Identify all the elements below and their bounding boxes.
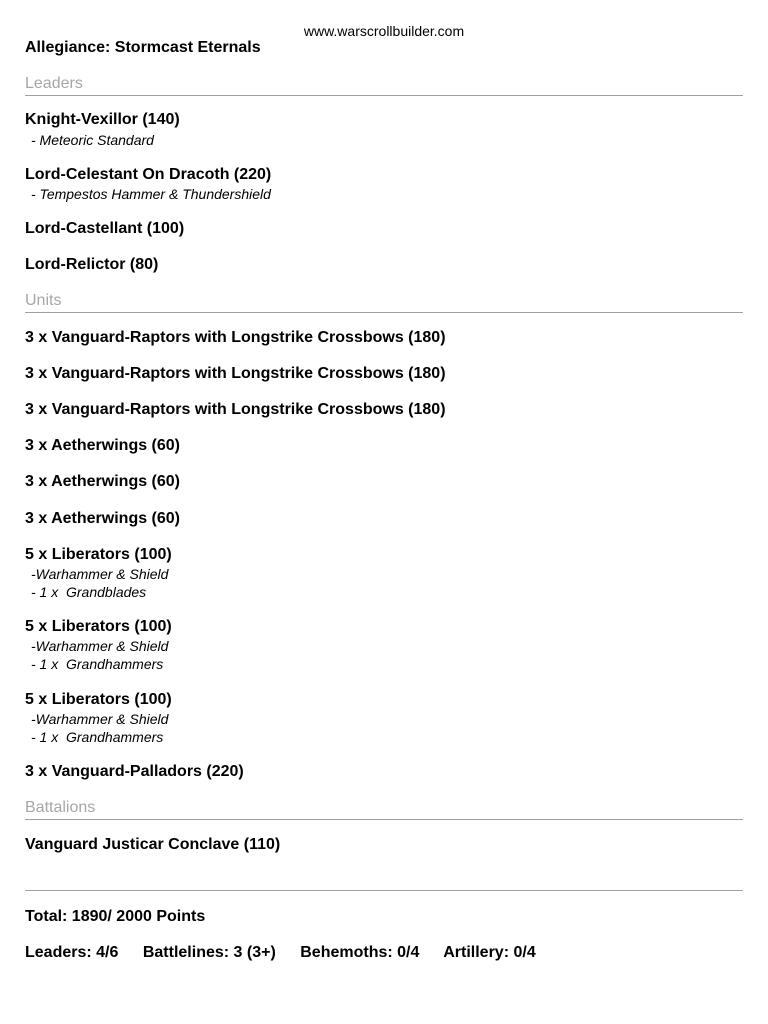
entry-name: 3 x Vanguard-Raptors with Longstrike Crossbows (180) [25, 329, 446, 346]
entry-detail: - 1 x Grandhammers [31, 729, 164, 745]
entry-detail: - 1 x Grandhammers [31, 656, 164, 672]
entry-detail: -Warhammer & Shield [31, 566, 169, 582]
total-points: Total: 1890/ 2000 Points [25, 908, 206, 925]
entry-name: Lord-Relictor (80) [25, 256, 159, 273]
army-stats [25, 944, 556, 962]
entry-name: 5 x Liberators (100) [25, 618, 172, 635]
section-header-units: Units [25, 292, 743, 313]
section-header-leaders: Leaders [25, 75, 743, 96]
entry-name: Lord-Castellant (100) [25, 220, 185, 237]
allegiance-title: Allegiance: Stormcast Eternals [25, 39, 261, 56]
leaders-count: Leaders: 4/6 [25, 944, 119, 961]
entry-name: 3 x Vanguard-Raptors with Longstrike Crossbows (180) [25, 401, 446, 418]
section-header-battalions: Battalions [25, 799, 743, 820]
entry-detail: - Meteoric Standard [31, 132, 154, 148]
entry-name: 5 x Liberators (100) [25, 691, 172, 708]
entry-name: 3 x Aetherwings (60) [25, 437, 181, 454]
entry-name: Vanguard Justicar Conclave (110) [25, 836, 281, 853]
entry-detail: -Warhammer & Shield [31, 711, 169, 727]
battlelines-count: Battlelines: 3 (3+) [142, 944, 276, 961]
entry-name: 3 x Vanguard-Palladors (220) [25, 763, 244, 780]
entry-name: Lord-Celestant On Dracoth (220) [25, 166, 272, 183]
artillery-count: Artillery: 0/4 [443, 944, 536, 961]
entry-name: 5 x Liberators (100) [25, 546, 172, 563]
entry-name: 3 x Vanguard-Raptors with Longstrike Crossbows (180) [25, 365, 446, 382]
entry-name: Knight-Vexillor (140) [25, 111, 180, 128]
footer-divider [25, 890, 743, 891]
entry-detail: - 1 x Grandblades [31, 584, 147, 600]
behemoths-count: Behemoths: 0/4 [300, 944, 420, 961]
entry-detail: - Tempestos Hammer & Thundershield [31, 186, 271, 202]
site-url[interactable]: www.warscrollbuilder.com [303, 23, 465, 39]
entry-name: 3 x Aetherwings (60) [25, 473, 181, 490]
entry-detail: -Warhammer & Shield [31, 638, 169, 654]
entry-name: 3 x Aetherwings (60) [25, 510, 181, 527]
